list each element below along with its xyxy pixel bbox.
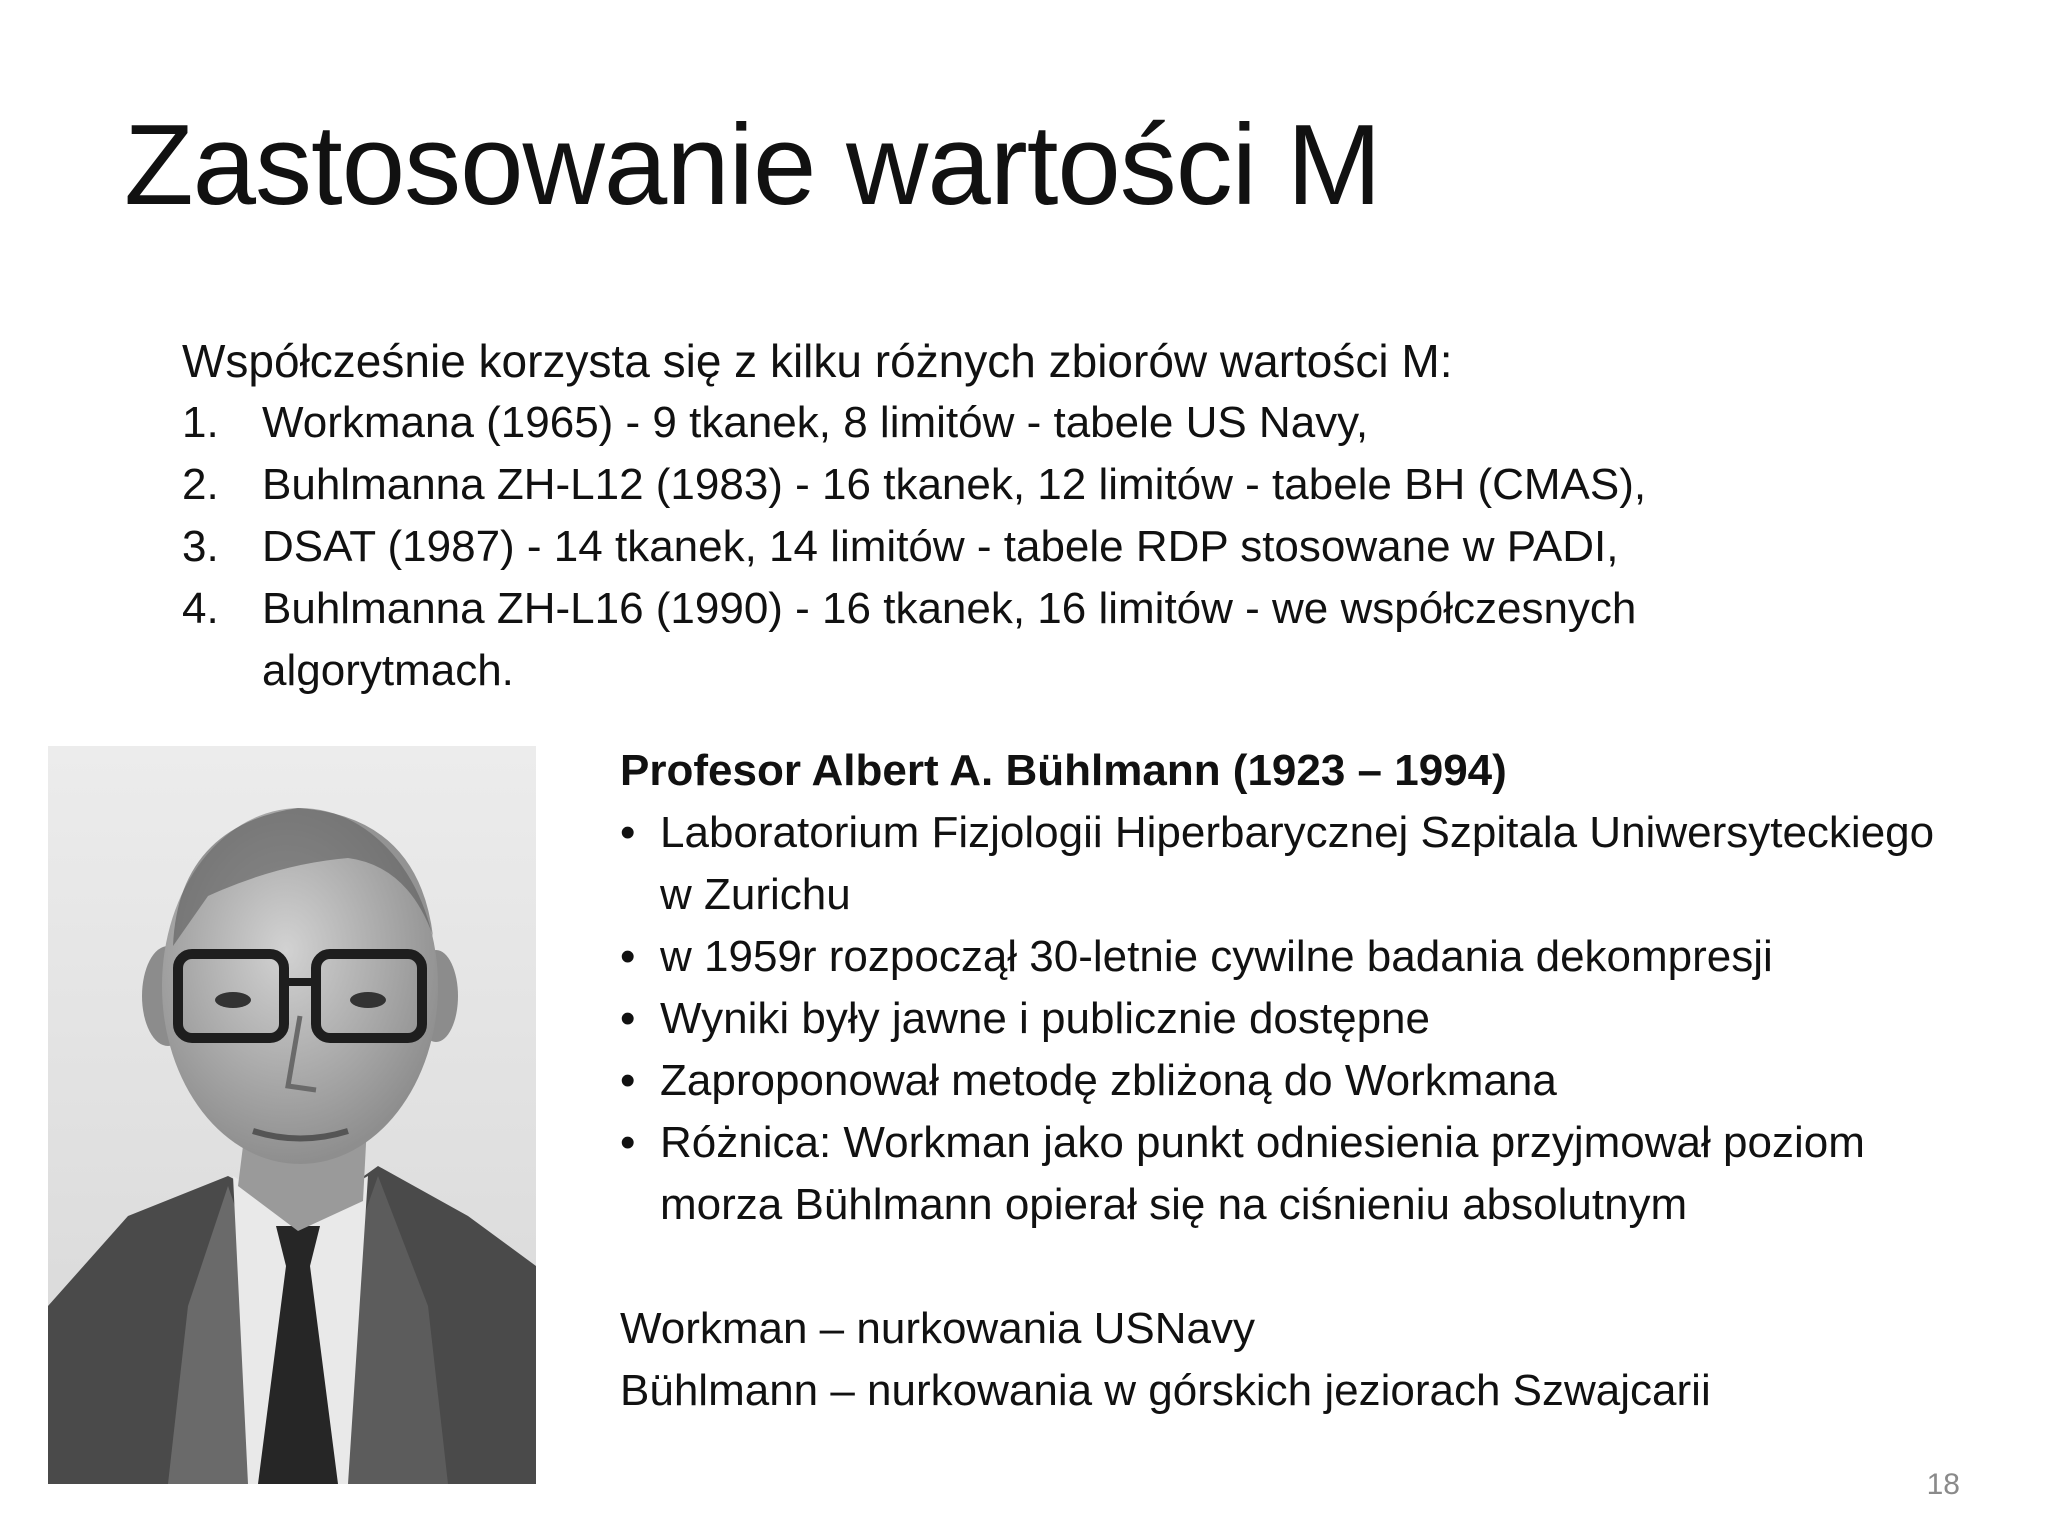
- bullet-text: Zaproponował metodę zbliżoną do Workmana: [660, 1056, 1557, 1105]
- bullet-icon: •: [620, 932, 636, 981]
- comparison-block: [620, 1298, 2000, 1422]
- list-number: 2.: [182, 460, 219, 509]
- list-item: [182, 454, 1782, 516]
- bullet-text: w 1959r rozpoczął 30-letnie cywilne badania dekompresji: [660, 932, 1773, 981]
- bullet-icon: •: [620, 994, 636, 1043]
- list-number: 3.: [182, 522, 219, 571]
- list-text: Buhlmanna ZH-L12 (1983) - 16 tkanek, 12 limitów - tabele BH (CMAS),: [262, 460, 1647, 509]
- page-number: 18: [1926, 1468, 1960, 1501]
- bullet-text: Wyniki były jawne i publicznie dostępne: [660, 994, 1430, 1043]
- slide-title: Zastosowanie wartości M: [124, 102, 1381, 229]
- profile-heading: Profesor Albert A. Bühlmann (1923 – 1994): [620, 746, 1507, 795]
- comparison-line: Bühlmann – nurkowania w górskich jeziorach Szwajcarii: [620, 1366, 1711, 1415]
- list-text: Buhlmanna ZH-L16 (1990) - 16 tkanek, 16 limitów - we współczesnych algorytmach.: [262, 584, 1637, 695]
- bullet-icon: •: [620, 1056, 636, 1105]
- list-text: Workmana (1965) - 9 tkanek, 8 limitów - tabele US Navy,: [262, 398, 1369, 447]
- m-value-sets-list: [182, 392, 1782, 702]
- profile-bullet-list: [620, 802, 2000, 1236]
- comparison-line: Workman – nurkowania USNavy: [620, 1304, 1255, 1353]
- list-item: [620, 988, 2000, 1050]
- bullet-icon: •: [620, 808, 636, 857]
- portrait-photo: [48, 746, 536, 1484]
- buhlmann-profile: [620, 740, 2000, 1422]
- list-item: [620, 802, 2000, 926]
- list-number: 4.: [182, 584, 219, 633]
- list-text: DSAT (1987) - 14 tkanek, 14 limitów - tabele RDP stosowane w PADI,: [262, 522, 1619, 571]
- list-item: [620, 926, 2000, 988]
- portrait-illustration: [48, 746, 536, 1484]
- list-item: [182, 516, 1782, 578]
- intro-text: Współcześnie korzysta się z kilku różnych zbiorów wartości M:: [182, 335, 1453, 387]
- list-item: [182, 392, 1782, 454]
- bullet-text: Laboratorium Fizjologii Hiperbarycznej Szpitala Uniwersyteckiego w Zurichu: [660, 808, 1935, 919]
- list-item: [620, 1050, 2000, 1112]
- bullet-icon: •: [620, 1118, 636, 1167]
- bullet-text: Różnica: Workman jako punkt odniesienia przyjmował poziom morza Bühlmann opierał się na ciśnieniu absolutnym: [660, 1118, 1865, 1229]
- list-item: [620, 1112, 2000, 1236]
- list-item: [182, 578, 1782, 702]
- list-number: 1.: [182, 398, 219, 447]
